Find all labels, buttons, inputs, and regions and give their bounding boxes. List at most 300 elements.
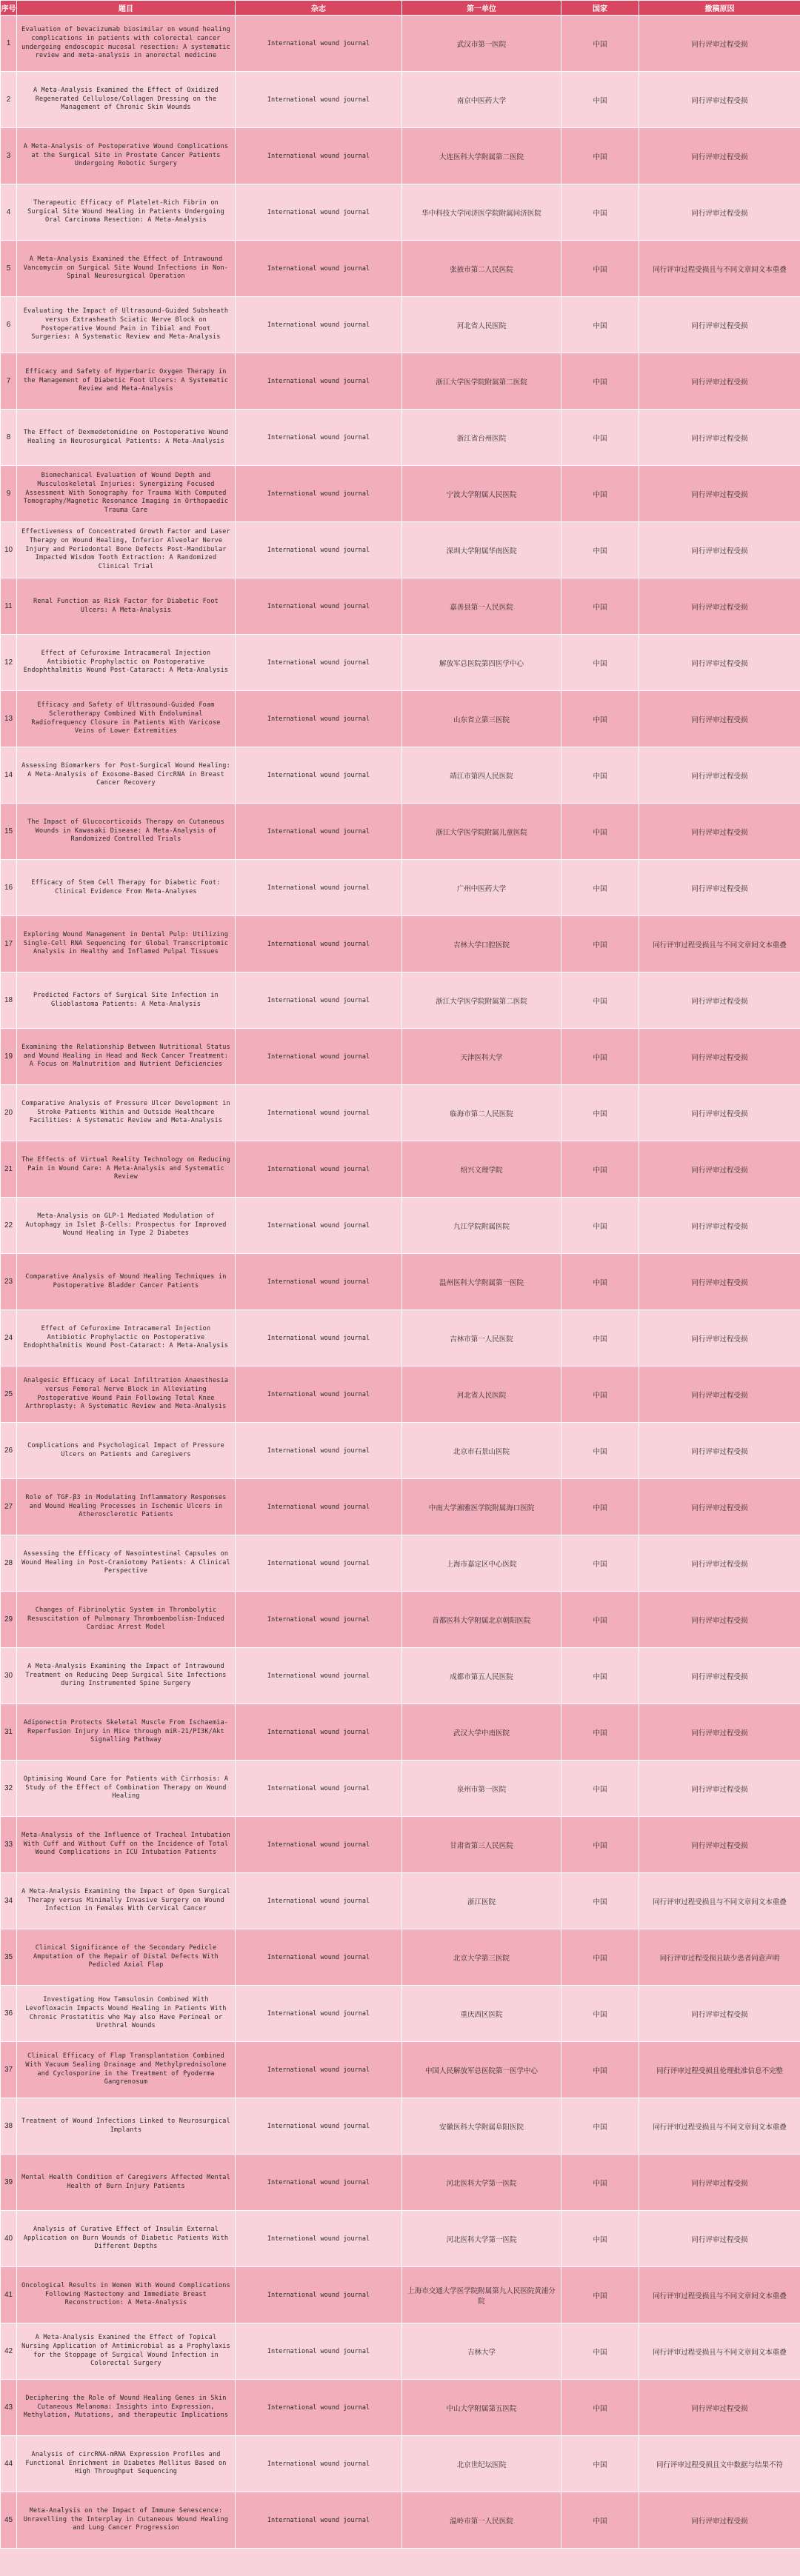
- header-row: [1, 1, 800, 16]
- cell-country: 中国: [561, 72, 639, 128]
- cell-reason: 同行评审过程受损: [639, 2211, 800, 2267]
- cell-number: 11: [1, 578, 17, 635]
- cell-title: Oncological Results in Women With Wound Complications Following Mastectomy and Immediate Breast Reconstruction: A Meta-Analysis: [17, 2267, 236, 2323]
- cell-reason: 同行评审过程受损且与不同文章间文本重叠: [639, 916, 800, 972]
- header-title: 题目: [17, 1, 236, 16]
- cell-institution: 华中科技大学同济医学院附属同济医院: [402, 184, 561, 241]
- cell-institution: 广州中医药大学: [402, 860, 561, 916]
- cell-journal: International wound journal: [236, 2155, 402, 2211]
- table-row: [1, 2155, 800, 2211]
- cell-title: A Meta-Analysis Examined the Effect of Oxidized Regenerated Cellulose/Collagen Dressing on the Management of Chronic Skin Wounds: [17, 72, 236, 128]
- cell-country: 中国: [561, 2267, 639, 2323]
- cell-institution: 河北省人民医院: [402, 297, 561, 353]
- cell-title: Analysis of circRNA-mRNA Expression Profiles and Functional Enrichment in Diabetes Mellitus Based on High Throughput Sequencing: [17, 2436, 236, 2492]
- cell-number: 36: [1, 1986, 17, 2042]
- cell-reason: 同行评审过程受损: [639, 1535, 800, 1592]
- cell-country: 中国: [561, 2436, 639, 2492]
- cell-title: Assessing Biomarkers for Post-Surgical Wound Healing: A Meta-Analysis of Exosome-Based CircRNA in Breast Cancer Recovery: [17, 747, 236, 804]
- cell-title: Effectiveness of Concentrated Growth Factor and Laser Therapy on Wound Healing, Inferior Alveolar Nerve Injury and Periodontal Bone Defects Post-Mandibular Impacted Wisdom Tooth Extraction: A Randomized Clinical Trial: [17, 522, 236, 578]
- cell-journal: International wound journal: [236, 1085, 402, 1141]
- cell-institution: 山东省立第三医院: [402, 691, 561, 747]
- cell-reason: 同行评审过程受损: [639, 297, 800, 353]
- cell-journal: International wound journal: [236, 1873, 402, 1929]
- cell-journal: International wound journal: [236, 578, 402, 635]
- cell-number: 2: [1, 72, 17, 128]
- cell-country: 中国: [561, 1367, 639, 1423]
- cell-institution: 大连医科大学附属第二医院: [402, 128, 561, 184]
- cell-journal: International wound journal: [236, 691, 402, 747]
- cell-number: 27: [1, 1479, 17, 1535]
- cell-country: 中国: [561, 184, 639, 241]
- cell-country: 中国: [561, 522, 639, 578]
- cell-title: Biomechanical Evaluation of Wound Depth and Musculoskeletal Injuries: Synergizing Focused Assessment With Sonography for Trauma With Computed Tomography/Magnetic Resonance Imaging in Orthopaedic Trauma Care: [17, 466, 236, 522]
- table-row: [1, 72, 800, 128]
- table-row: [1, 1141, 800, 1198]
- cell-reason: 同行评审过程受损: [639, 691, 800, 747]
- cell-country: 中国: [561, 1141, 639, 1198]
- table-body: [1, 16, 800, 2549]
- cell-journal: International wound journal: [236, 522, 402, 578]
- cell-number: 29: [1, 1592, 17, 1648]
- cell-number: 24: [1, 1310, 17, 1367]
- cell-institution: 北京世纪坛医院: [402, 2436, 561, 2492]
- cell-journal: International wound journal: [236, 1423, 402, 1479]
- cell-reason: 同行评审过程受损且与不同文章间文本重叠: [639, 1873, 800, 1929]
- cell-number: 15: [1, 804, 17, 860]
- cell-title: Examining the Relationship Between Nutritional Status and Wound Healing in Head and Neck Cancer Treatment: A Focus on Malnutrition and Nutrient Deficiencies: [17, 1029, 236, 1085]
- cell-reason: 同行评审过程受损: [639, 635, 800, 691]
- header-journal: 杂志: [236, 1, 402, 16]
- cell-title: A Meta-Analysis Examined the Effect of Topical Nursing Application of Antimicrobial as a Prophylaxis for the Stoppage of Surgical Wound Infection in Colorectal Surgery: [17, 2323, 236, 2380]
- table-row: [1, 16, 800, 72]
- cell-journal: International wound journal: [236, 804, 402, 860]
- cell-number: 22: [1, 1198, 17, 1254]
- cell-number: 30: [1, 1648, 17, 1704]
- table-row: [1, 1029, 800, 1085]
- cell-number: 5: [1, 241, 17, 297]
- cell-reason: 同行评审过程受损且文中数据与结果不符: [639, 2436, 800, 2492]
- cell-reason: 同行评审过程受损: [639, 1704, 800, 1761]
- cell-country: 中国: [561, 1535, 639, 1592]
- table-row: [1, 635, 800, 691]
- cell-journal: International wound journal: [236, 1592, 402, 1648]
- cell-title: Efficacy and Safety of Hyperbaric Oxygen Therapy in the Management of Diabetic Foot Ulcers: A Systematic Review and Meta-Analysis: [17, 353, 236, 410]
- table-row: [1, 972, 800, 1029]
- cell-country: 中国: [561, 916, 639, 972]
- cell-number: 40: [1, 2211, 17, 2267]
- cell-country: 中国: [561, 2492, 639, 2549]
- cell-institution: 武汉市第一医院: [402, 16, 561, 72]
- cell-reason: 同行评审过程受损: [639, 860, 800, 916]
- cell-number: 7: [1, 353, 17, 410]
- cell-number: 39: [1, 2155, 17, 2211]
- table-row: [1, 2380, 800, 2436]
- cell-country: 中国: [561, 635, 639, 691]
- cell-institution: 温州医科大学附属第一医院: [402, 1254, 561, 1310]
- table-row: [1, 1479, 800, 1535]
- cell-institution: 甘肃省第三人民医院: [402, 1817, 561, 1873]
- cell-country: 中国: [561, 804, 639, 860]
- cell-reason: 同行评审过程受损: [639, 410, 800, 466]
- cell-institution: 河北省人民医院: [402, 1367, 561, 1423]
- cell-title: Meta-Analysis on the Impact of Immune Senescence: Unravelling the Interplay in Cutaneous Wound Healing and Lung Cancer Progression: [17, 2492, 236, 2549]
- table-row: [1, 1367, 800, 1423]
- cell-institution: 上海市嘉定区中心医院: [402, 1535, 561, 1592]
- cell-number: 16: [1, 860, 17, 916]
- cell-reason: 同行评审过程受损: [639, 747, 800, 804]
- table-row: [1, 2323, 800, 2380]
- cell-title: Deciphering the Role of Wound Healing Genes in Skin Cutaneous Melanoma: Insights into Expression, Methylation, Mutations, and therapeutic Implications: [17, 2380, 236, 2436]
- cell-reason: 同行评审过程受损: [639, 16, 800, 72]
- cell-title: Clinical Significance of the Secondary Pedicle Amputation of the Repair of Distal Defects With Pedicled Axial Flap: [17, 1929, 236, 1986]
- cell-journal: International wound journal: [236, 2211, 402, 2267]
- cell-country: 中国: [561, 297, 639, 353]
- cell-reason: 同行评审过程受损: [639, 1986, 800, 2042]
- cell-country: 中国: [561, 1029, 639, 1085]
- cell-journal: International wound journal: [236, 1986, 402, 2042]
- cell-country: 中国: [561, 2211, 639, 2267]
- cell-reason: 同行评审过程受损: [639, 1592, 800, 1648]
- cell-institution: 南京中医药大学: [402, 72, 561, 128]
- cell-number: 44: [1, 2436, 17, 2492]
- cell-country: 中国: [561, 2098, 639, 2155]
- table-row: [1, 128, 800, 184]
- cell-number: 32: [1, 1761, 17, 1817]
- cell-journal: International wound journal: [236, 1817, 402, 1873]
- cell-country: 中国: [561, 1423, 639, 1479]
- cell-number: 9: [1, 466, 17, 522]
- cell-institution: 浙江大学医学院附属儿童医院: [402, 804, 561, 860]
- cell-journal: International wound journal: [236, 2042, 402, 2098]
- cell-number: 35: [1, 1929, 17, 1986]
- cell-title: Optimising Wound Care for Patients with Cirrhosis: A Study of the Effect of Combination Therapy on Wound Healing: [17, 1761, 236, 1817]
- cell-number: 6: [1, 297, 17, 353]
- table-header: [1, 1, 800, 16]
- cell-number: 34: [1, 1873, 17, 1929]
- table-row: [1, 804, 800, 860]
- cell-country: 中国: [561, 1873, 639, 1929]
- cell-institution: 河北医科大学第一医院: [402, 2211, 561, 2267]
- cell-title: Renal Function as Risk Factor for Diabetic Foot Ulcers: A Meta-Analysis: [17, 578, 236, 635]
- cell-reason: 同行评审过程受损: [639, 184, 800, 241]
- cell-reason: 同行评审过程受损: [639, 1423, 800, 1479]
- cell-title: Complications and Psychological Impact of Pressure Ulcers on Patients and Caregivers: [17, 1423, 236, 1479]
- cell-country: 中国: [561, 410, 639, 466]
- cell-reason: 同行评审过程受损: [639, 972, 800, 1029]
- cell-reason: 同行评审过程受损: [639, 1761, 800, 1817]
- cell-reason: 同行评审过程受损: [639, 1254, 800, 1310]
- cell-number: 25: [1, 1367, 17, 1423]
- cell-institution: 上海市交通大学医学院附属第九人民医院黄浦分院: [402, 2267, 561, 2323]
- cell-journal: International wound journal: [236, 972, 402, 1029]
- cell-title: Changes of Fibrinolytic System in Thrombolytic Resuscitation of Pulmonary Thromboembolism-Induced Cardiac Arrest Model: [17, 1592, 236, 1648]
- table-row: [1, 2267, 800, 2323]
- table-row: [1, 297, 800, 353]
- cell-country: 中国: [561, 1254, 639, 1310]
- cell-journal: International wound journal: [236, 466, 402, 522]
- cell-journal: International wound journal: [236, 297, 402, 353]
- header-institution: 第一单位: [402, 1, 561, 16]
- cell-title: Effect of Cefuroxime Intracameral Injection Antibiotic Prophylactic on Postoperative Endophthalmitis Wound Post-Cataract: A Meta-Analysis: [17, 635, 236, 691]
- header-number: 序号: [1, 1, 17, 16]
- cell-number: 18: [1, 972, 17, 1029]
- cell-number: 38: [1, 2098, 17, 2155]
- cell-institution: 宁波大学附属人民医院: [402, 466, 561, 522]
- cell-institution: 九江学院附属医院: [402, 1198, 561, 1254]
- cell-journal: International wound journal: [236, 72, 402, 128]
- cell-institution: 吉林大学: [402, 2323, 561, 2380]
- table-row: [1, 1761, 800, 1817]
- cell-number: 42: [1, 2323, 17, 2380]
- cell-journal: International wound journal: [236, 1929, 402, 1986]
- cell-country: 中国: [561, 1310, 639, 1367]
- cell-reason: 同行评审过程受损: [639, 1479, 800, 1535]
- table-row: [1, 1986, 800, 2042]
- cell-title: Investigating How Tamsulosin Combined With Levofloxacin Impacts Wound Healing in Patients With Chronic Prostatitis who May also Have Perineal or Urethral Wounds: [17, 1986, 236, 2042]
- cell-title: A Meta-Analysis Examined the Effect of Intrawound Vancomycin on Surgical Site Wound Infections in Non-Spinal Neurosurgical Operation: [17, 241, 236, 297]
- cell-title: The Effect of Dexmedetomidine on Postoperative Wound Healing in Neurosurgical Patients: A Meta-Analysis: [17, 410, 236, 466]
- cell-journal: International wound journal: [236, 916, 402, 972]
- cell-title: A Meta-Analysis Examining the Impact of Intrawound Treatment on Reducing Deep Surgical Site Infections during Instrumented Spine Surgery: [17, 1648, 236, 1704]
- cell-title: Role of TGF-β3 in Modulating Inflammatory Responses and Wound Healing Processes in Ischemic Ulcers in Atherosclerotic Patients: [17, 1479, 236, 1535]
- cell-reason: 同行评审过程受损: [639, 804, 800, 860]
- header-country: 国家: [561, 1, 639, 16]
- cell-reason: 同行评审过程受损: [639, 466, 800, 522]
- cell-country: 中国: [561, 1648, 639, 1704]
- table-row: [1, 2211, 800, 2267]
- cell-reason: 同行评审过程受损且伦理批准信息不完整: [639, 2042, 800, 2098]
- cell-institution: 成都市第五人民医院: [402, 1648, 561, 1704]
- cell-journal: International wound journal: [236, 1648, 402, 1704]
- cell-journal: International wound journal: [236, 128, 402, 184]
- table-row: [1, 184, 800, 241]
- cell-journal: International wound journal: [236, 241, 402, 297]
- cell-institution: 吉林大学口腔医院: [402, 916, 561, 972]
- table-row: [1, 1310, 800, 1367]
- cell-reason: 同行评审过程受损且与不同文章间文本重叠: [639, 2267, 800, 2323]
- table-row: [1, 1535, 800, 1592]
- cell-reason: 同行评审过程受损: [639, 1198, 800, 1254]
- cell-institution: 重庆西区医院: [402, 1986, 561, 2042]
- cell-reason: 同行评审过程受损: [639, 1817, 800, 1873]
- cell-title: Analgesic Efficacy of Local Infiltration Anaesthesia versus Femoral Nerve Block in Alleviating Postoperative Wound Pain Following Total Knee Arthroplasty: A Systematic Review and Meta-Analysis: [17, 1367, 236, 1423]
- cell-institution: 浙江省台州医院: [402, 410, 561, 466]
- cell-country: 中国: [561, 1479, 639, 1535]
- cell-institution: 靖江市第四人民医院: [402, 747, 561, 804]
- cell-number: 17: [1, 916, 17, 972]
- cell-reason: 同行评审过程受损且与不同文章间文本重叠: [639, 2323, 800, 2380]
- cell-institution: 绍兴文理学院: [402, 1141, 561, 1198]
- cell-country: 中国: [561, 1929, 639, 1986]
- cell-title: Clinical Efficacy of Flap Transplantation Combined With Vacuum Sealing Drainage and Methylprednisolone and Cyclosporine in the Treatment of Pyoderma Gangrenosum: [17, 2042, 236, 2098]
- cell-title: Assessing the Efficacy of Nasointestinal Capsules on Wound Healing in Post-Craniotomy Patients: A Clinical Perspective: [17, 1535, 236, 1592]
- cell-title: The Impact of Glucocorticoids Therapy on Cutaneous Wounds in Kawasaki Disease: A Meta-Analysis of Randomized Controlled Trials: [17, 804, 236, 860]
- cell-reason: 同行评审过程受损: [639, 2380, 800, 2436]
- cell-institution: 中南大学湘雅医学院附属海口医院: [402, 1479, 561, 1535]
- cell-institution: 中国人民解放军总医院第一医学中心: [402, 2042, 561, 2098]
- table-row: [1, 578, 800, 635]
- cell-reason: 同行评审过程受损: [639, 522, 800, 578]
- table-row: [1, 1817, 800, 1873]
- cell-number: 21: [1, 1141, 17, 1198]
- cell-country: 中国: [561, 578, 639, 635]
- cell-journal: International wound journal: [236, 353, 402, 410]
- cell-country: 中国: [561, 1198, 639, 1254]
- cell-country: 中国: [561, 2042, 639, 2098]
- cell-reason: 同行评审过程受损: [639, 1085, 800, 1141]
- cell-country: 中国: [561, 1986, 639, 2042]
- cell-country: 中国: [561, 353, 639, 410]
- header-reason: 撤稿原因: [639, 1, 800, 16]
- cell-journal: International wound journal: [236, 2492, 402, 2549]
- cell-country: 中国: [561, 1085, 639, 1141]
- table-row: [1, 1704, 800, 1761]
- cell-title: A Meta-Analysis of Postoperative Wound Complications at the Surgical Site in Prostate Cancer Patients Undergoing Robotic Surgery: [17, 128, 236, 184]
- cell-number: 4: [1, 184, 17, 241]
- cell-reason: 同行评审过程受损: [639, 2155, 800, 2211]
- cell-title: Comparative Analysis of Pressure Ulcer Development in Stroke Patients Within and Outside Healthcare Facilities: A Systematic Review and Meta-Analysis: [17, 1085, 236, 1141]
- table-row: [1, 353, 800, 410]
- cell-journal: International wound journal: [236, 2436, 402, 2492]
- cell-title: Comparative Analysis of Wound Healing Techniques in Postoperative Bladder Cancer Patients: [17, 1254, 236, 1310]
- cell-number: 41: [1, 2267, 17, 2323]
- cell-country: 中国: [561, 128, 639, 184]
- table-row: [1, 916, 800, 972]
- cell-journal: International wound journal: [236, 2098, 402, 2155]
- cell-number: 19: [1, 1029, 17, 1085]
- cell-number: 13: [1, 691, 17, 747]
- table-row: [1, 2436, 800, 2492]
- table-row: [1, 1254, 800, 1310]
- cell-country: 中国: [561, 1817, 639, 1873]
- table-row: [1, 410, 800, 466]
- cell-institution: 张掖市第二人民医院: [402, 241, 561, 297]
- cell-number: 20: [1, 1085, 17, 1141]
- cell-number: 12: [1, 635, 17, 691]
- cell-country: 中国: [561, 2380, 639, 2436]
- cell-country: 中国: [561, 241, 639, 297]
- cell-reason: 同行评审过程受损: [639, 578, 800, 635]
- cell-title: Exploring Wound Management in Dental Pulp: Utilizing Single-Cell RNA Sequencing for Global Transcriptomic Analysis in Healthy and Inflamed Pulpal Tissues: [17, 916, 236, 972]
- cell-reason: 同行评审过程受损且与不同文章间文本重叠: [639, 2098, 800, 2155]
- cell-country: 中国: [561, 691, 639, 747]
- cell-country: 中国: [561, 747, 639, 804]
- cell-number: 10: [1, 522, 17, 578]
- cell-journal: International wound journal: [236, 747, 402, 804]
- cell-journal: International wound journal: [236, 410, 402, 466]
- cell-reason: 同行评审过程受损: [639, 2492, 800, 2549]
- cell-title: Treatment of Wound Infections Linked to Neurosurgical Implants: [17, 2098, 236, 2155]
- cell-title: The Effects of Virtual Reality Technology on Reducing Pain in Wound Care: A Meta-Analysis and Systematic Review: [17, 1141, 236, 1198]
- cell-title: Efficacy of Stem Cell Therapy for Diabetic Foot: Clinical Evidence From Meta-Analyses: [17, 860, 236, 916]
- cell-title: Efficacy and Safety of Ultrasound-Guided Foam Sclerotherapy Combined With Endoluminal Radiofrequency Closure in Patients With Varicose Veins of Lower Extremities: [17, 691, 236, 747]
- cell-institution: 武汉大学中南医院: [402, 1704, 561, 1761]
- cell-title: Evaluation of bevacizumab biosimilar on wound healing complications in patients with colorectal cancer undergoing endoscopic mucosal resection: A systematic review and meta-analysis in anorectal medicine: [17, 16, 236, 72]
- cell-reason: 同行评审过程受损: [639, 1141, 800, 1198]
- cell-title: Adiponectin Protects Skeletal Muscle From Ischaemia-Reperfusion Injury in Mice through miR-21/PI3K/Akt Signalling Pathway: [17, 1704, 236, 1761]
- cell-number: 14: [1, 747, 17, 804]
- cell-number: 3: [1, 128, 17, 184]
- cell-title: Predicted Factors of Surgical Site Infection in Glioblastoma Patients: A Meta-Analysis: [17, 972, 236, 1029]
- cell-title: Effect of Cefuroxime Intracameral Injection Antibiotic Prophylactic on Postoperative Endophthalmitis Wound Post-Cataract: A Meta-Analysis: [17, 1310, 236, 1367]
- table-row: [1, 522, 800, 578]
- cell-country: 中国: [561, 2155, 639, 2211]
- table-row: [1, 241, 800, 297]
- cell-institution: 临海市第二人民医院: [402, 1085, 561, 1141]
- cell-reason: 同行评审过程受损: [639, 1648, 800, 1704]
- cell-number: 1: [1, 16, 17, 72]
- table-row: [1, 2042, 800, 2098]
- cell-institution: 安徽医科大学附属阜阳医院: [402, 2098, 561, 2155]
- cell-journal: International wound journal: [236, 1254, 402, 1310]
- table-row: [1, 1929, 800, 1986]
- table-row: [1, 1592, 800, 1648]
- cell-reason: 同行评审过程受损且缺少患者同意声明: [639, 1929, 800, 1986]
- cell-institution: 北京大学第三医院: [402, 1929, 561, 1986]
- cell-institution: 泉州市第一医院: [402, 1761, 561, 1817]
- cell-reason: 同行评审过程受损: [639, 1367, 800, 1423]
- cell-journal: International wound journal: [236, 1535, 402, 1592]
- table-row: [1, 1648, 800, 1704]
- cell-title: Meta-Analysis on GLP-1 Mediated Modulation of Autophagy in Islet β-Cells: Prospectus for Improved Wound Healing in Type 2 Diabetes: [17, 1198, 236, 1254]
- table-row: [1, 1198, 800, 1254]
- table-row: [1, 747, 800, 804]
- cell-journal: International wound journal: [236, 2380, 402, 2436]
- cell-reason: 同行评审过程受损: [639, 353, 800, 410]
- cell-title: Mental Health Condition of Caregivers Affected Mental Health of Burn Injury Patients: [17, 2155, 236, 2211]
- table-row: [1, 2098, 800, 2155]
- cell-journal: International wound journal: [236, 2323, 402, 2380]
- cell-reason: 同行评审过程受损: [639, 128, 800, 184]
- table-row: [1, 2492, 800, 2549]
- cell-institution: 浙江大学医学院附属第二医院: [402, 353, 561, 410]
- table-row: [1, 691, 800, 747]
- cell-number: 23: [1, 1254, 17, 1310]
- cell-number: 8: [1, 410, 17, 466]
- cell-title: Evaluating the Impact of Ultrasound-Guided Subsheath versus Extrasheath Sciatic Nerve Block on Postoperative Wound Pain in Tibial and Foot Surgeries: A Systematic Review and Meta-Analysis: [17, 297, 236, 353]
- cell-title: Analysis of Curative Effect of Insulin External Application on Burn Wounds of Diabetic Patients With Different Depths: [17, 2211, 236, 2267]
- cell-institution: 温岭市第一人民医院: [402, 2492, 561, 2549]
- cell-title: Therapeutic Efficacy of Platelet-Rich Fibrin on Surgical Site Wound Healing in Patients Undergoing Oral Carcinoma Resection: A Meta-Analysis: [17, 184, 236, 241]
- cell-number: 33: [1, 1817, 17, 1873]
- cell-institution: 深圳大学附属华南医院: [402, 522, 561, 578]
- cell-reason: 同行评审过程受损: [639, 1310, 800, 1367]
- table-row: [1, 1423, 800, 1479]
- cell-institution: 浙江医院: [402, 1873, 561, 1929]
- cell-institution: 天津医科大学: [402, 1029, 561, 1085]
- cell-reason: 同行评审过程受损: [639, 1029, 800, 1085]
- cell-number: 45: [1, 2492, 17, 2549]
- cell-country: 中国: [561, 1761, 639, 1817]
- cell-journal: International wound journal: [236, 1141, 402, 1198]
- cell-country: 中国: [561, 16, 639, 72]
- table-row: [1, 1873, 800, 1929]
- cell-journal: International wound journal: [236, 1479, 402, 1535]
- table-row: [1, 1085, 800, 1141]
- cell-institution: 解放军总医院第四医学中心: [402, 635, 561, 691]
- table-row: [1, 466, 800, 522]
- cell-title: A Meta-Analysis Examining the Impact of Open Surgical Therapy versus Minimally Invasive Surgery on Wound Infection in Females With Cervical Cancer: [17, 1873, 236, 1929]
- cell-journal: International wound journal: [236, 1198, 402, 1254]
- cell-title: Meta-Analysis of the Influence of Tracheal Intubation With Cuff and Without Cuff on the Incidence of Total Wound Complications in ICU Intubation Patients: [17, 1817, 236, 1873]
- cell-number: 37: [1, 2042, 17, 2098]
- cell-institution: 嘉善县第一人民医院: [402, 578, 561, 635]
- cell-number: 43: [1, 2380, 17, 2436]
- cell-journal: International wound journal: [236, 1761, 402, 1817]
- cell-reason: 同行评审过程受损且与不同文章间文本重叠: [639, 241, 800, 297]
- cell-country: 中国: [561, 860, 639, 916]
- cell-number: 28: [1, 1535, 17, 1592]
